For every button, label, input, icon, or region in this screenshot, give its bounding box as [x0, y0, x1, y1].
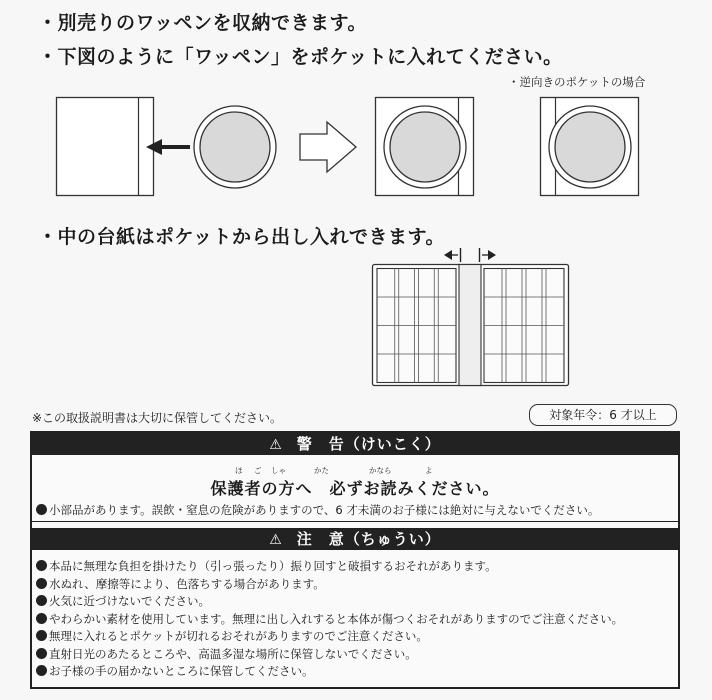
target-age-badge: 対象年令：6 才以上 — [529, 404, 677, 426]
binder-right-sheet — [484, 269, 564, 383]
bullet-icon — [36, 504, 47, 515]
caution-item: 火気に近づけないでください。 — [36, 593, 623, 611]
instruction-line-3: ・中の台紙はポケットから出し入れできます。 — [38, 226, 446, 248]
bullet-icon — [36, 578, 47, 589]
warning-triangle-icon: ⚠ — [269, 437, 283, 453]
bullet-icon — [36, 648, 47, 659]
warning-title: 警 告（けいこく） — [296, 435, 441, 453]
guardian-read-notice: 保護者の方へ 必ずお読みください。 — [210, 479, 500, 498]
bullet-icon — [36, 595, 47, 606]
storage-note: ※この取扱説明書は大切に保管してください。 — [32, 411, 283, 425]
open-arrows-icon — [444, 248, 496, 262]
bullet-icon — [36, 630, 47, 641]
ruby-ho: ほ — [235, 466, 243, 475]
warning-item-text: 小部品があります。誤飲・窒息の危険がありますので、6 才未満のお子様には絶対に与えないでください。 — [49, 503, 600, 517]
caution-item: 直射日光のあたるところや、高温多湿な場所に保管しないでください。 — [36, 646, 623, 664]
warning-header — [32, 433, 678, 455]
ruby-go: ご — [254, 466, 262, 475]
caution-item: やわらかい素材を使用しています。無理に出し入れすると本体が傷つくおそれがありますのでご注意ください。 — [36, 611, 623, 629]
binder-left-sheet — [377, 269, 456, 383]
bullet-icon — [36, 665, 47, 676]
bullet-icon — [36, 560, 47, 571]
warning-box — [30, 431, 680, 689]
caution-item: 無理に入れるとポケットが切れるおそれがありますのでご注意ください。 — [36, 628, 623, 646]
caution-header — [32, 528, 678, 550]
instruction-line-2: ・下図のように「ワッペン」をポケットに入れてください。 — [38, 46, 563, 68]
ruby-yo: よ — [425, 466, 433, 475]
instruction-line-1: ・別売りのワッペンを収納できます。 — [38, 12, 368, 34]
warning-item — [36, 502, 599, 518]
caution-title: 注 意（ちゅうい） — [296, 530, 441, 548]
caution-item: 水ぬれ、摩擦等により、色落ちする場合があります。 — [36, 576, 623, 594]
caution-item: お子様の手の届かないところに保管してください。 — [36, 663, 623, 681]
caution-item: 本品に無理な負担を掛けたり（引っ張ったり）振り回すと破損するおそれがあります。 — [36, 558, 623, 576]
bullet-icon — [36, 613, 47, 624]
ruby-kata: かた — [314, 466, 329, 475]
ruby-sha: しゃ — [271, 466, 286, 475]
ruby-kanara: かなら — [369, 466, 392, 475]
caution-list — [36, 558, 623, 681]
caution-triangle-icon: ⚠ — [269, 532, 283, 548]
divider — [32, 521, 678, 522]
reverse-pocket-note: ・逆向きのポケットの場合 — [508, 75, 646, 89]
